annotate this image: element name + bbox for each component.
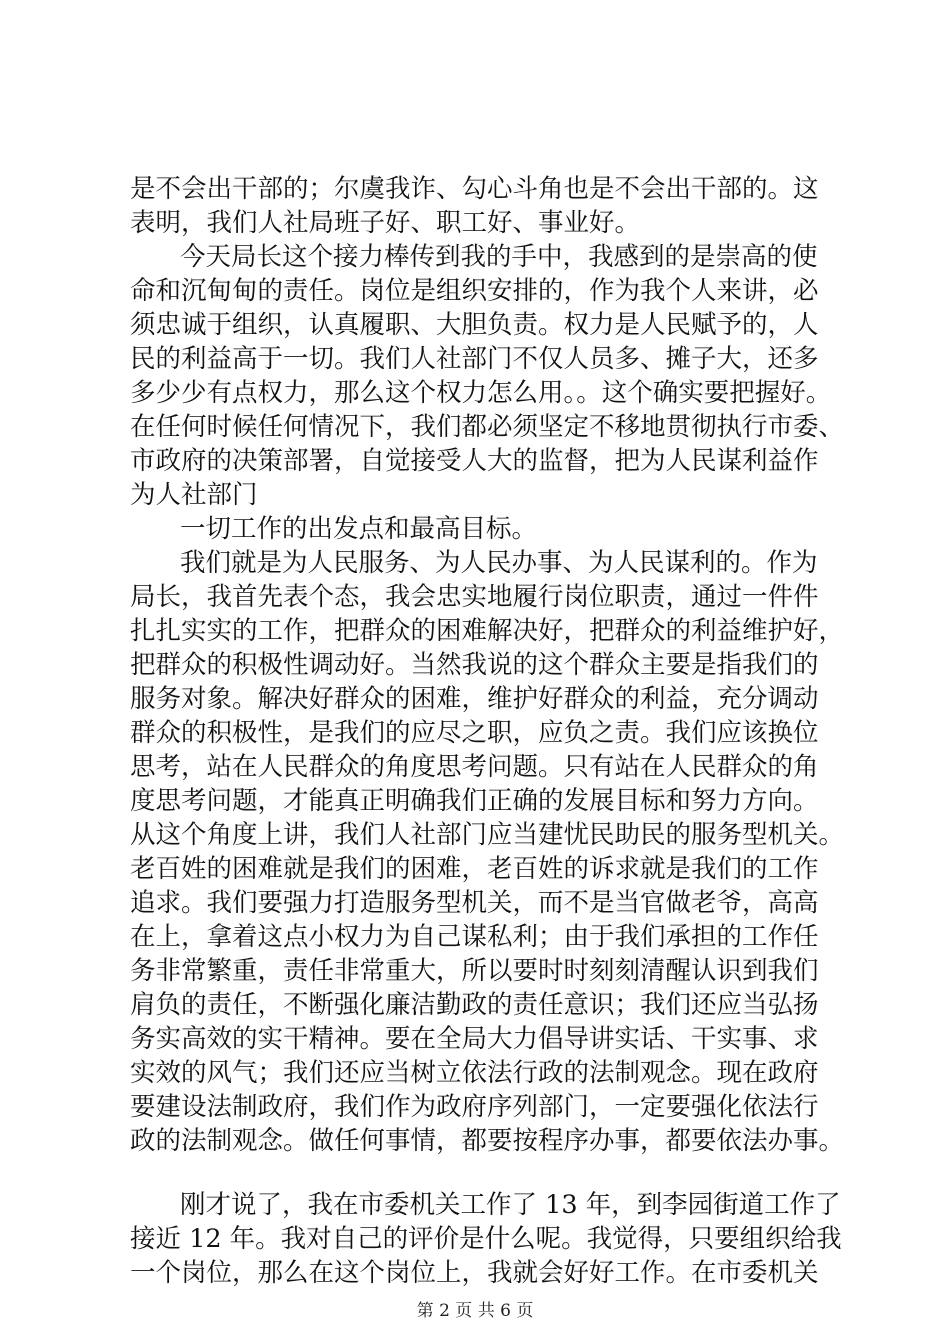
text-line: 肩负的责任，不断强化廉洁勤政的责任意识；我们还应当弘扬 [130,990,819,1020]
text-line: 我们就是为人民服务、为人民办事、为人民谋利的。作为 [180,548,818,578]
text-line: 刚才说了，我在市委机关工作了 13 年，到李园街道工作了 [180,1190,841,1220]
text-line: 今天局长这个接力棒传到我的手中，我感到的是崇高的使 [180,242,818,272]
text-line: 在上，拿着这点小权力为自己谋私利；由于我们承担的工作任 [130,922,819,952]
text-line: 局长，我首先表个态，我会忠实地履行岗位职责，通过一件件 [130,582,819,612]
text-line: 要建设法制政府，我们作为政府序列部门，一定要强化依法行 [130,1092,819,1122]
text-line: 老百姓的困难就是我们的困难，老百姓的诉求就是我们的工作 [130,854,819,884]
text-line: 度思考问题，才能真正明确我们正确的发展目标和努力方向。 [130,786,819,816]
text-line: 多少少有点权力，那么这个权力怎么用。。这个确实要把握好。 [130,378,832,408]
text-line: 服务对象。解决好群众的困难，维护好群众的利益，充分调动 [130,684,819,714]
text-line: 一个岗位，那么在这个岗位上，我就会好好工作。在市委机关 [130,1258,819,1288]
text-line: 扎扎实实的工作，把群众的困难解决好，把群众的利益维护好， [130,616,845,646]
text-line: 把群众的积极性调动好。当然我说的这个群众主要是指我们的 [130,650,819,680]
text-line: 实效的风气；我们还应当树立依法行政的法制观念。现在政府 [130,1058,819,1088]
text-line: 一切工作的出发点和最高目标。 [180,514,538,544]
text-line: 表明，我们人社局班子好、职工好、事业好。 [130,208,641,238]
text-line: 为人社部门 [130,480,258,510]
text-line: 思考，站在人民群众的角度思考问题。只有站在人民群众的角 [130,752,819,782]
text-line: 接近 12 年。我对自己的评价是什么呢。我觉得，只要组织给我 [130,1224,842,1254]
page-number-footer: 第 2 页 共 6 页 [416,1301,534,1321]
text-line: 市政府的决策部署，自觉接受人大的监督，把为人民谋利益作 [130,446,819,476]
text-line: 在任何时候任何情况下，我们都必须坚定不移地贯彻执行市委、 [130,412,845,442]
text-line: 务非常繁重，责任非常重大，所以要时时刻刻清醒认识到我们 [130,956,819,986]
text-line: 务实高效的实干精神。要在全局大力倡导讲实话、干实事、求 [130,1024,819,1054]
text-line: 政的法制观念。做任何事情，都要按程序办事，都要依法办事。 [130,1126,845,1156]
text-line: 追求。我们要强力打造服务型机关，而不是当官做老爷，高高 [130,888,819,918]
text-line: 从这个角度上讲，我们人社部门应当建忧民助民的服务型机关。 [130,820,845,850]
text-line: 群众的积极性，是我们的应尽之职，应负之责。我们应该换位 [130,718,819,748]
text-line: 命和沉甸甸的责任。岗位是组织安排的，作为我个人来讲，必 [130,276,819,306]
text-line: 须忠诚于组织，认真履职、大胆负责。权力是人民赋予的，人 [130,310,819,340]
text-line: 是不会出干部的；尔虞我诈、勾心斗角也是不会出干部的。这 [130,174,819,204]
text-line: 民的利益高于一切。我们人社部门不仅人员多、摊子大，还多 [130,344,819,374]
